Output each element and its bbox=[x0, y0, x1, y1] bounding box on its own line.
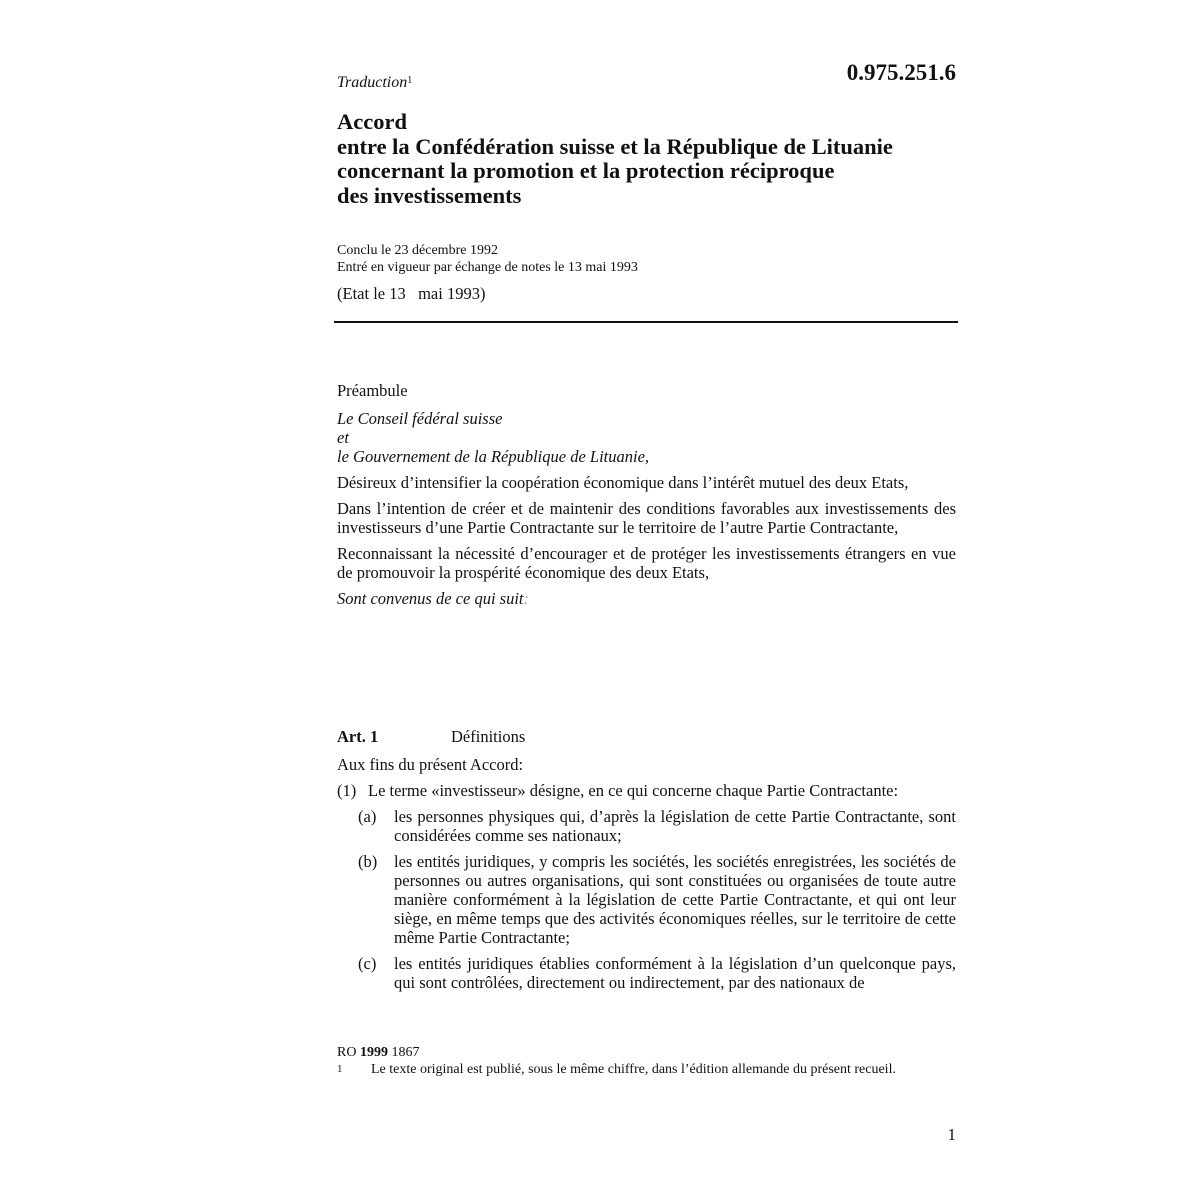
list-item bbox=[337, 781, 956, 800]
title-line-3: concernant la promotion et la protection réciproque bbox=[337, 158, 835, 183]
preamble-party-1: Le Conseil fédéral suisse bbox=[337, 409, 503, 428]
article-number: Art. 1 bbox=[337, 727, 379, 746]
list-item bbox=[337, 807, 956, 845]
document-title bbox=[337, 110, 977, 208]
article-heading bbox=[337, 727, 956, 746]
preamble-closing-text: Sont convenus de ce qui suit bbox=[337, 589, 524, 608]
list-item bbox=[337, 852, 956, 947]
preamble-paragraph-1: Désireux d’intensifier la coopération économique dans l’intérêt mutuel des deux Etats, bbox=[337, 473, 909, 492]
page-footer bbox=[337, 1045, 931, 1077]
preamble-closing bbox=[337, 589, 956, 608]
item-label: (1) bbox=[337, 781, 357, 800]
translation-text: Traduction bbox=[337, 74, 408, 91]
ro-year: 1999 bbox=[359, 1045, 388, 1060]
list-item bbox=[337, 954, 956, 992]
document-dates bbox=[337, 243, 638, 276]
item-label: (c) bbox=[358, 954, 377, 973]
item-label: (a) bbox=[358, 807, 377, 826]
preamble-paragraph-3: Reconnaissant la nécessité d’encourager et de protéger les investissements étrangers en vue de promouvoir la prospérité économique des deux Etats, bbox=[337, 544, 956, 582]
translation-label bbox=[337, 74, 412, 92]
entry-into-force: Entré en vigueur par échange de notes le 13 mai 1993 bbox=[337, 259, 638, 275]
item-label: (b) bbox=[358, 852, 378, 871]
title-line-4: des investissements bbox=[337, 182, 522, 208]
preamble-party-2: le Gouvernement de la République de Lituanie, bbox=[337, 447, 650, 466]
ro-reference bbox=[337, 1045, 931, 1060]
preamble-heading: Préambule bbox=[337, 381, 408, 400]
preamble-conjunction: et bbox=[337, 428, 349, 447]
footnote-mark: 1 bbox=[337, 1063, 343, 1075]
preamble-section bbox=[337, 381, 956, 615]
preamble-closing-colon: : bbox=[523, 589, 529, 608]
title-line-2: entre la Confédération suisse et la République de Lituanie bbox=[337, 133, 893, 159]
ro-prefix: RO bbox=[337, 1045, 357, 1060]
article-intro: Aux fins du présent Accord: bbox=[337, 755, 524, 774]
ro-page: 1867 bbox=[391, 1045, 420, 1060]
footnote bbox=[337, 1062, 931, 1077]
article-1 bbox=[337, 727, 956, 999]
item-text: les personnes physiques qui, d’après la législation de cette Partie Contractante, sont considérées comme ses nationaux; bbox=[394, 807, 956, 845]
item-text: les entités juridiques, y compris les sociétés, les sociétés enregistrées, les sociétés de personnes ou autres organisations, qui sont constituées ou organisées de toute autre manière conformément à la législation de cette Partie Contractante, et qui ont leur siège, en même temps que des activités économiques réelles, sur le territoire de cette même Partie Contractante; bbox=[394, 852, 956, 947]
title-line-1: Accord bbox=[337, 109, 407, 134]
concluded-date: Conclu le 23 décembre 1992 bbox=[337, 243, 498, 258]
document-reference-number: 0.975.251.6 bbox=[846, 60, 956, 85]
header-divider bbox=[334, 321, 958, 323]
page-number: 1 bbox=[947, 1125, 956, 1144]
status-date: (Etat le 13 mai 1993) bbox=[337, 284, 486, 303]
item-text: les entités juridiques établies conformément à la législation d’un quelconque pays, qui sont contrôlées, directement ou indirectement, par des nationaux de bbox=[394, 954, 956, 992]
preamble-paragraph-2: Dans l’intention de créer et de maintenir des conditions favorables aux investissements des investisseurs d’une Partie Contractante sur le territoire de l’autre Partie Contractante, bbox=[337, 499, 956, 537]
footnote-reference[interactable]: 1 bbox=[407, 75, 413, 86]
article-title: Définitions bbox=[451, 727, 526, 746]
item-text: Le terme «investisseur» désigne, en ce qui concerne chaque Partie Contractante: bbox=[368, 781, 899, 800]
footnote-text: Le texte original est publié, sous le même chiffre, dans l’édition allemande du présent recueil. bbox=[371, 1062, 896, 1077]
